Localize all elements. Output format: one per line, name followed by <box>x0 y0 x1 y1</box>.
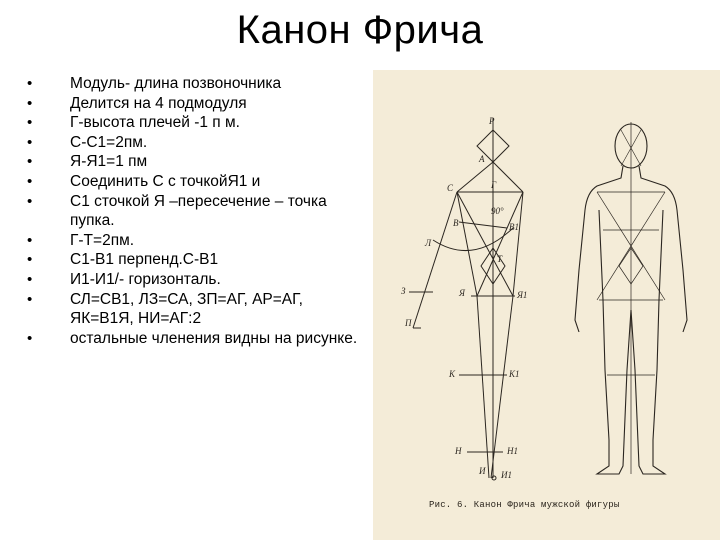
canon-figure-scan <box>373 70 720 540</box>
bullet-item: • остальные членения видны на рисунке. <box>22 329 367 349</box>
figure-caption: Рис. 6. Канон Фрича мужской фигуры <box>429 500 620 510</box>
label-g: Г <box>491 180 497 190</box>
label-z: З <box>401 286 406 296</box>
construction-scheme <box>409 118 523 480</box>
page-title: Канон Фрича <box>236 8 484 52</box>
label-b: В <box>453 218 459 228</box>
label-n: Н <box>455 446 462 456</box>
label-k: К <box>449 369 455 379</box>
label-i: И <box>479 466 486 476</box>
bullet-item: • С1-В1 перпенд.С-В1 <box>22 250 367 270</box>
bullet-item: • Модуль- длина позвоночника <box>22 74 367 94</box>
label-ya1: Я1 <box>517 290 528 300</box>
label-n1: Н1 <box>507 446 518 456</box>
bullet-item: • Г-Т=2пм. <box>22 231 367 251</box>
label-pp: П <box>405 318 412 328</box>
bullet-item: • С1 сточкой Я –пересечение – точка пупка. <box>22 192 367 231</box>
bullet-item: • Делится на 4 подмодуля <box>22 94 367 114</box>
bullet-item: • СЛ=СВ1, ЛЗ=СА, ЗП=АГ, АР=АГ, ЯК=В1Я, НИ=АГ:2 <box>22 290 367 329</box>
bullet-list <box>22 74 367 348</box>
scheme-labels <box>401 116 527 480</box>
label-b1: В1 <box>509 222 519 232</box>
bullet-item: • С-С1=2пм. <box>22 133 367 153</box>
label-l: Л <box>425 238 432 248</box>
bullet-item: • Я-Я1=1 пм <box>22 152 367 172</box>
bullet-item: • Г-высота плечей -1 п м. <box>22 113 367 133</box>
label-p: Р <box>489 116 495 126</box>
label-t: Т <box>497 254 503 264</box>
label-k1: К1 <box>509 369 520 379</box>
label-angle: 90° <box>491 206 504 216</box>
canon-diagram <box>373 70 720 540</box>
bullet-item: • И1-И1/- горизонталь. <box>22 270 367 290</box>
label-ya: Я <box>459 288 465 298</box>
label-i1: И1 <box>501 470 512 480</box>
bullet-item: • Соединить С с точкойЯ1 и <box>22 172 367 192</box>
label-c: С <box>447 183 454 193</box>
human-figure <box>575 122 687 474</box>
label-a: А <box>479 154 485 164</box>
